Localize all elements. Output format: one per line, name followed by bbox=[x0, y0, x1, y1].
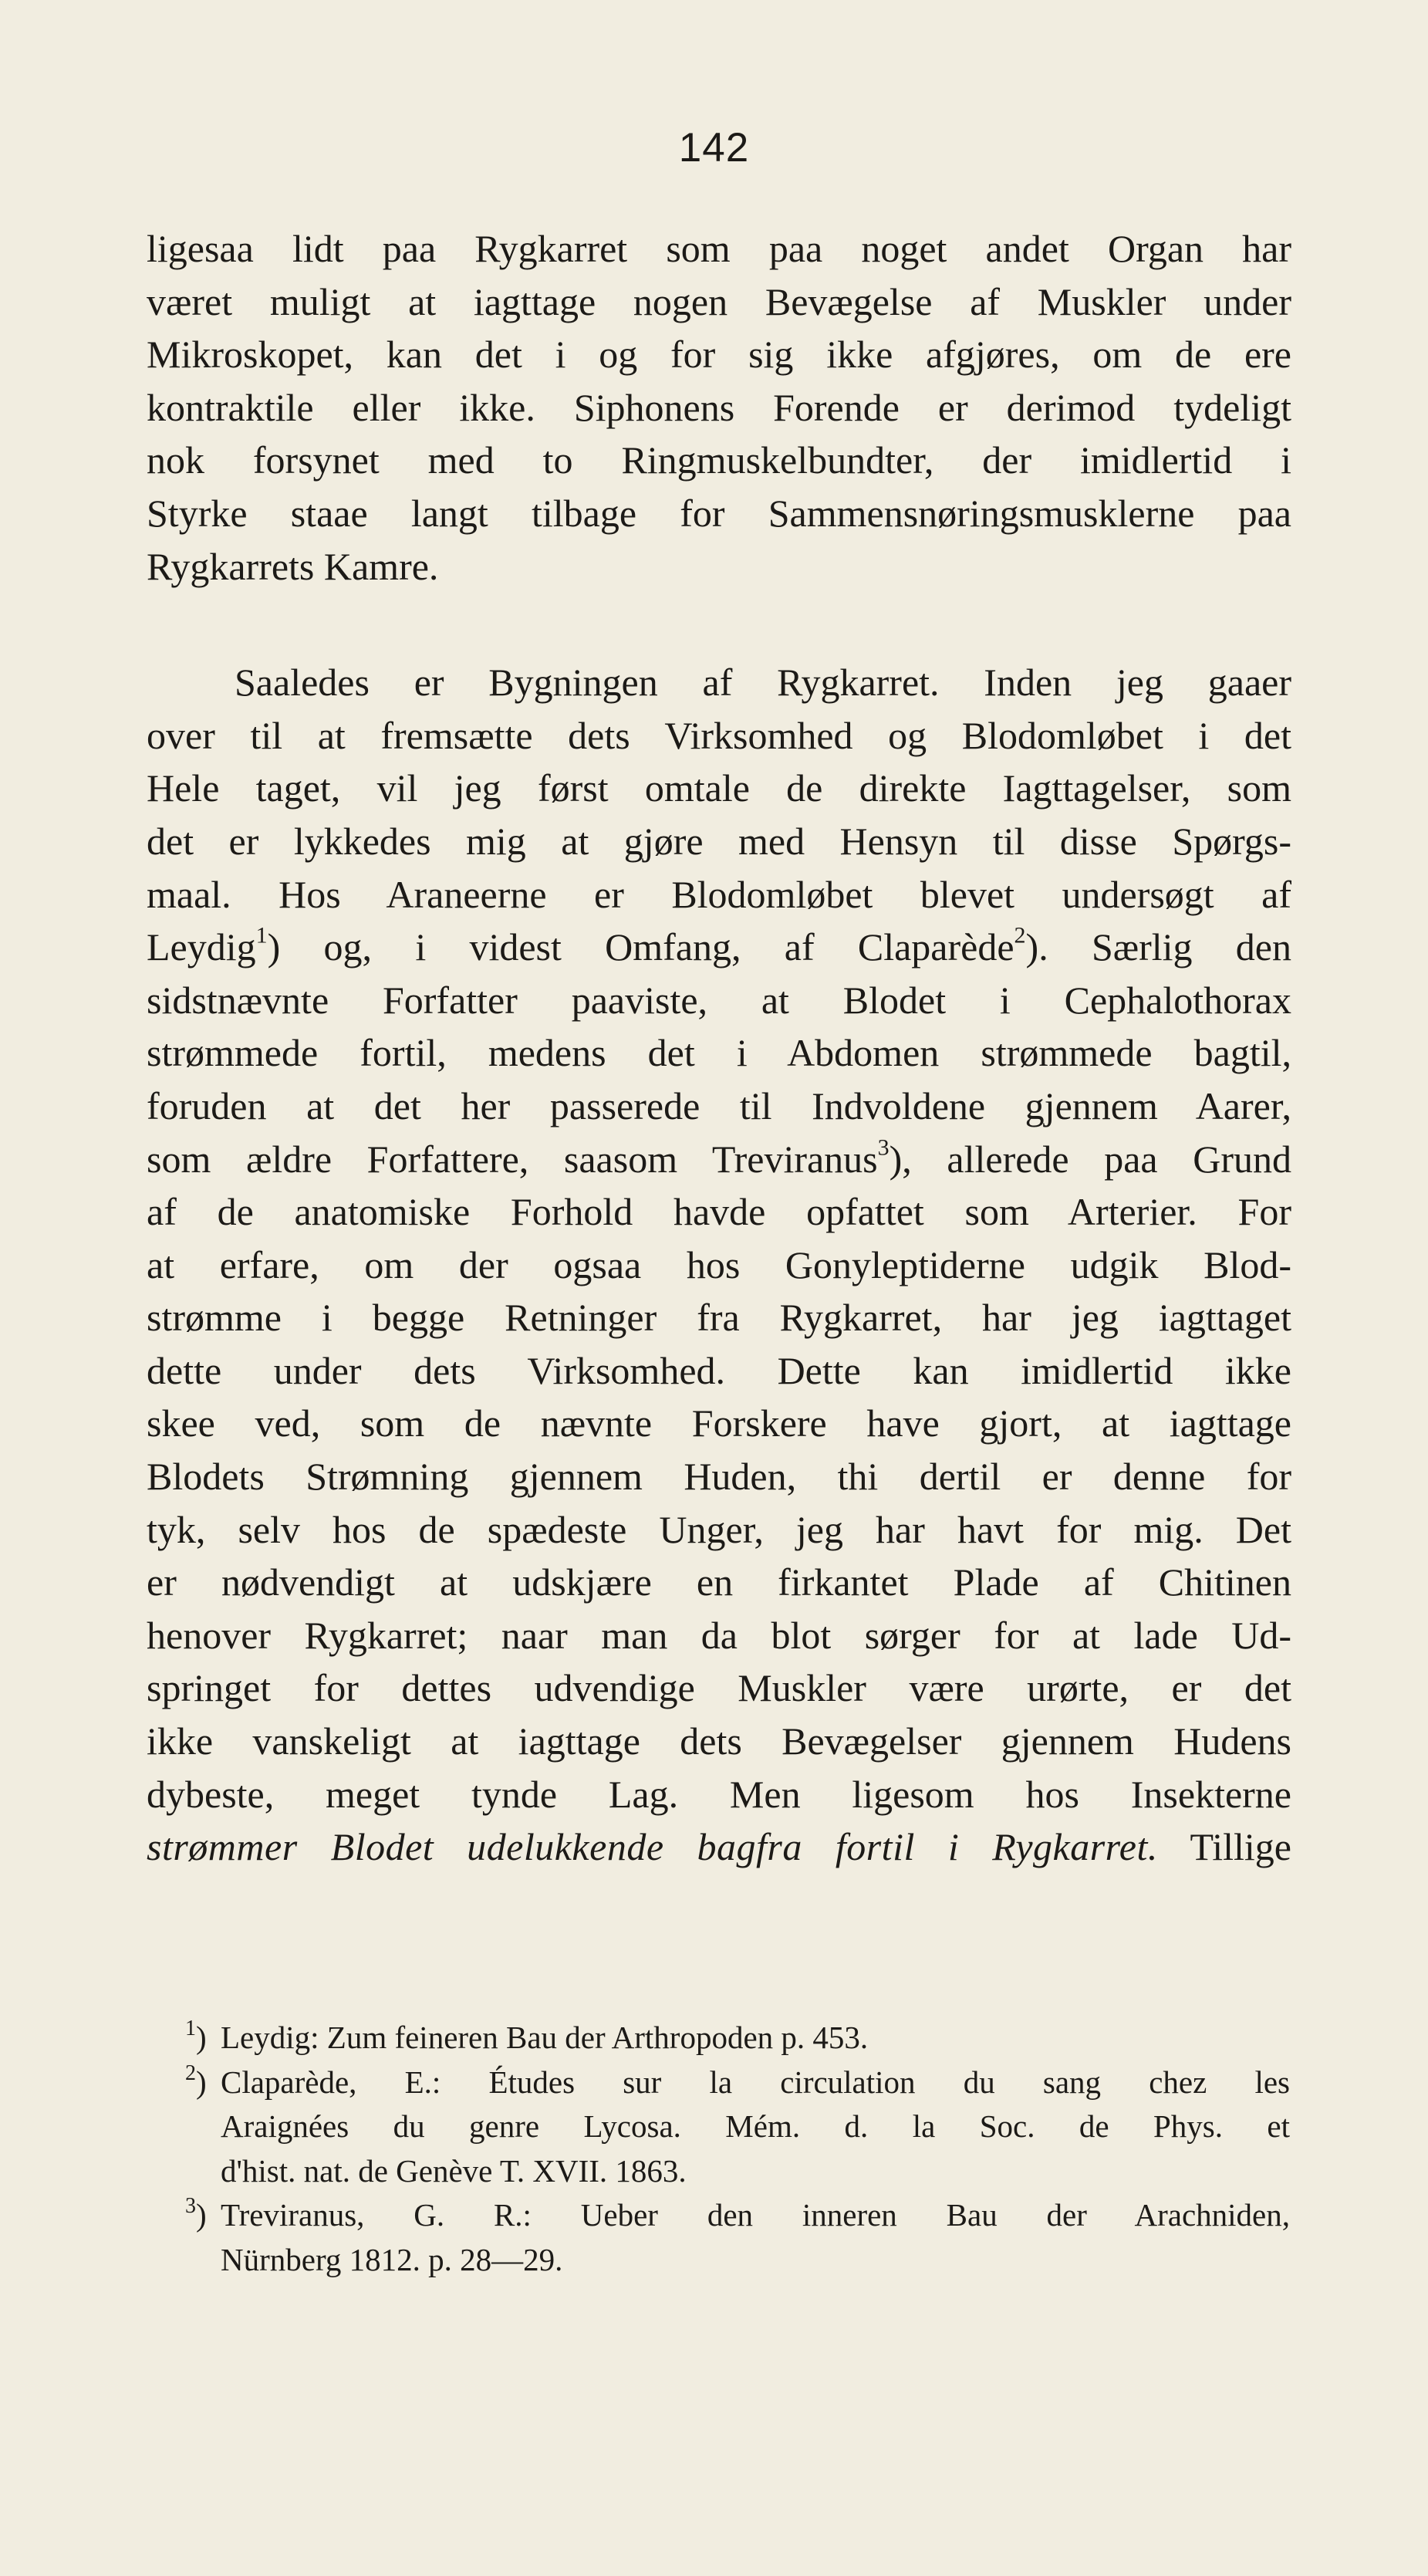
text-run: ) og, i videst Omfang, af Claparède bbox=[267, 925, 1014, 969]
text-line: Mikroskopet, kan det i og for sig ikke afgjøres, om de ere bbox=[147, 333, 1291, 377]
text-line: dette under dets Virksomhed. Dette kan imidlertid ikke bbox=[147, 1348, 1291, 1392]
footnote-line: Nürnberg 1812. p. 28—29. bbox=[221, 2241, 563, 2277]
text-line: strømmede fortil, medens det i Abdomen strømmede bagtil, bbox=[147, 1031, 1291, 1075]
text-run: Leydig bbox=[147, 925, 256, 969]
text-line bbox=[147, 1133, 1291, 1186]
footnote-line: Leydig: Zum feineren Bau der Arthropoden p. 453. bbox=[221, 2020, 869, 2055]
footnote-ref: 3 bbox=[877, 1134, 890, 1160]
text-line: at erfare, om der ogsaa hos Gonyleptiderne udgik Blod- bbox=[147, 1242, 1291, 1286]
footnote-line: Treviranus, G. R.: Ueber den inneren Bau der Arachniden, bbox=[221, 2197, 1290, 2233]
text-line: Hele taget, vil jeg først omtale de direkte Iagttagelser, som bbox=[147, 766, 1291, 810]
footnote-number: 1 bbox=[185, 2017, 196, 2041]
text-line: Blodets Strømning gjennem Huden, thi dertil er denne for bbox=[147, 1455, 1291, 1499]
page-number: 142 bbox=[678, 125, 750, 171]
text-run: som ældre Forfattere, saasom Treviranus bbox=[147, 1137, 878, 1181]
footnote-marker: $^2$) bbox=[185, 2060, 207, 2100]
body-text bbox=[147, 222, 1291, 1874]
text-run: ), allerede paa Grund bbox=[889, 1137, 1291, 1181]
text-line: maal. Hos Araneerne er Blodomløbet blevet undersøgt af bbox=[147, 872, 1291, 916]
text-line: er nødvendigt at udskjære en firkantet Plade af Chitinen bbox=[147, 1560, 1291, 1604]
text-line: været muligt at iagttage nogen Bevægelse af Muskler under bbox=[147, 279, 1291, 323]
text-line: henover Rygkarret; naar man da blot sørger for at lade Ud- bbox=[147, 1613, 1291, 1657]
footnote-marker: $^1$) bbox=[185, 2017, 207, 2055]
text-line: nok forsynet med to Ringmuskelbundter, der imidlertid i bbox=[147, 438, 1291, 482]
text-line: ikke vanskeligt at iagttage dets Bevægelser gjennem Hudens bbox=[147, 1719, 1291, 1763]
footnote-3 bbox=[185, 2193, 1290, 2282]
text-line: Rygkarrets Kamre. bbox=[147, 544, 439, 588]
text-line: kontraktile eller ikke. Siphonens Forende er derimod tydeligt bbox=[147, 385, 1291, 429]
paragraph-gap bbox=[147, 593, 1291, 656]
text-line: tyk, selv hos de spædeste Unger, jeg har havt for mig. Det bbox=[147, 1507, 1291, 1551]
footnote-2 bbox=[185, 2060, 1290, 2194]
text-line: sidstnævnte Forfatter paaviste, at Blodet i Cephalothorax bbox=[147, 978, 1291, 1022]
text-line: foruden at det her passerede til Indvoldene gjennem Aarer, bbox=[147, 1083, 1291, 1127]
footnote-ref: 1 bbox=[255, 922, 268, 948]
footnote-ref: 2 bbox=[1014, 922, 1026, 948]
text-line: ligesaa lidt paa Rygkarret som paa noget andet Organ har bbox=[147, 227, 1291, 270]
text-line bbox=[147, 921, 1291, 974]
text-line: strømme i begge Retninger fra Rygkarret, har jeg iagttaget bbox=[147, 1296, 1291, 1340]
paragraph-2 bbox=[147, 656, 1291, 1874]
footnote-line: Claparède, E.: Études sur la circulation du sang chez les bbox=[221, 2064, 1290, 2100]
paragraph-1 bbox=[147, 222, 1291, 593]
footnotes bbox=[185, 2016, 1290, 2282]
text-line: det er lykkedes mig at gjøre med Hensyn til disse Spørgs- bbox=[147, 819, 1291, 863]
footnote-marker: $^3$) bbox=[185, 2194, 207, 2233]
footnote-number: 3 bbox=[185, 2194, 196, 2219]
text-run: Tillige bbox=[1157, 1825, 1291, 1869]
text-line: springet for dettes udvendige Muskler være urørte, er det bbox=[147, 1666, 1291, 1710]
text-line: dybeste, meget tynde Lag. Men ligesom hos Insekterne bbox=[147, 1772, 1291, 1816]
text-line: skee ved, som de nævnte Forskere have gjort, at iagttage bbox=[147, 1401, 1291, 1445]
footnote-line: Araignées du genre Lycosa. Mém. d. la Soc. de Phys. et bbox=[221, 2108, 1290, 2144]
text-line: af de anatomiske Forhold havde opfattet som Arterier. For bbox=[147, 1190, 1291, 1234]
text-line: Styrke staae langt tilbage for Sammensnøringsmusklerne paa bbox=[147, 491, 1291, 535]
italic-text: strømmer Blodet udelukkende bagfra fortil i Rygkarret. bbox=[147, 1825, 1158, 1869]
text-run: ). Særlig den bbox=[1025, 925, 1292, 969]
footnote-1 bbox=[185, 2016, 1290, 2060]
text-line bbox=[147, 1820, 1291, 1874]
footnote-line: d'hist. nat. de Genève T. XVII. 1863. bbox=[221, 2152, 687, 2189]
footnote-number: 2 bbox=[185, 2060, 196, 2085]
text-line: over til at fremsætte dets Virksomhed og Blodomløbet i det bbox=[147, 713, 1291, 757]
text-line: Saaledes er Bygningen af Rygkarret. Inden jeg gaaer bbox=[235, 661, 1291, 705]
